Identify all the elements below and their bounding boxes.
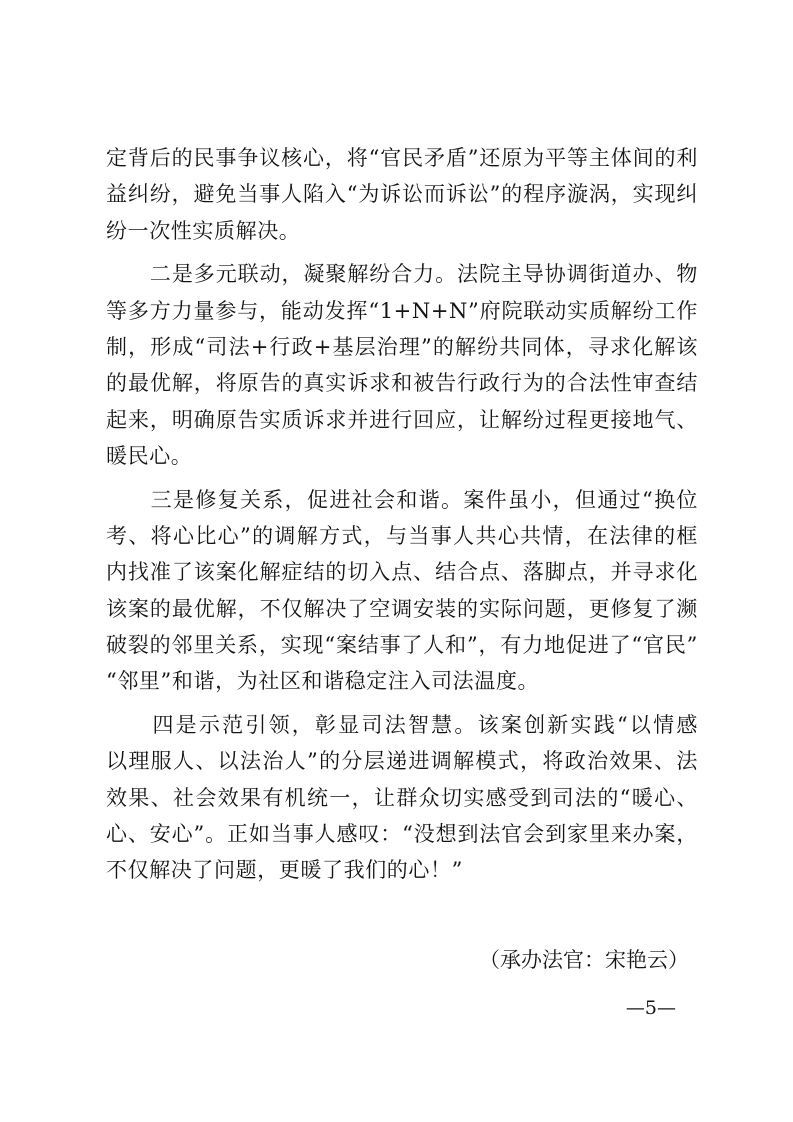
text-line: 效果、社会效果有机统一，让群众切实感受到司法的“暖心、 [106,785,698,810]
text-line: 暖民心。 [106,444,193,469]
paragraph [106,140,698,249]
text-line: 内找准了该案化解症结的切入点、结合点、落脚点，并寻求化 [106,560,698,585]
text-line: 破裂的邻里关系，实现“案结事了人和”，有力地促进了“官民” [106,633,698,658]
text-line: 制，形成“司法+行政+基层治理”的解纷共同体，寻求化解该 [106,334,698,359]
text-line: 该案的最优解，不仅解决了空调安装的实际问题，更修复了濒 [106,596,698,621]
paragraph [106,256,698,474]
paragraph [106,707,698,889]
judge-signature: （承办法官：宋艳云） [479,948,689,972]
text-line: 不仅解决了问题，更暖了我们的心！” [106,858,463,883]
paragraph [106,482,698,700]
text-line: 四是示范引领，彰显司法智慧。该案创新实践“以情感 [152,712,698,737]
text-line: 心、安心”。正如当事人感叹：“没想到法官会到家里来办案， [106,822,698,847]
text-line: 等多方力量参与，能动发挥“1+N+N”府院联动实质解纷工作 [106,298,698,323]
text-line: 纷一次性实质解决。 [106,218,301,243]
text-line: 起来，明确原告实质诉求并进行回应，让解纷过程更接地气、 [106,407,698,432]
text-line: 以理服人、以法治人”的分层递进调解模式，将政治效果、法 [106,749,698,774]
text-line: 的最优解，将原告的真实诉求和被告行政行为的合法性审查结 [106,371,698,396]
text-line: 定背后的民事争议核心，将“官民矛盾”还原为平等主体间的利 [106,146,698,170]
body-text [106,140,698,889]
text-line: 考、将心比心”的调解方式，与当事人共心共情，在法律的框 [106,523,698,548]
text-line: 二是多元联动，凝聚解纷合力。法院主导协调街道办、物 [149,262,698,287]
page-number: —5— [625,997,676,1019]
text-line: “邻里”和谐，为社区和谐稳定注入司法温度。 [106,669,540,694]
text-line: 益纠纷，避免当事人陷入“为诉讼而诉讼”的程序漩涡，实现纠 [106,182,698,207]
text-line: 三是修复关系，促进社会和谐。案件虽小，但通过“换位 [150,487,698,512]
